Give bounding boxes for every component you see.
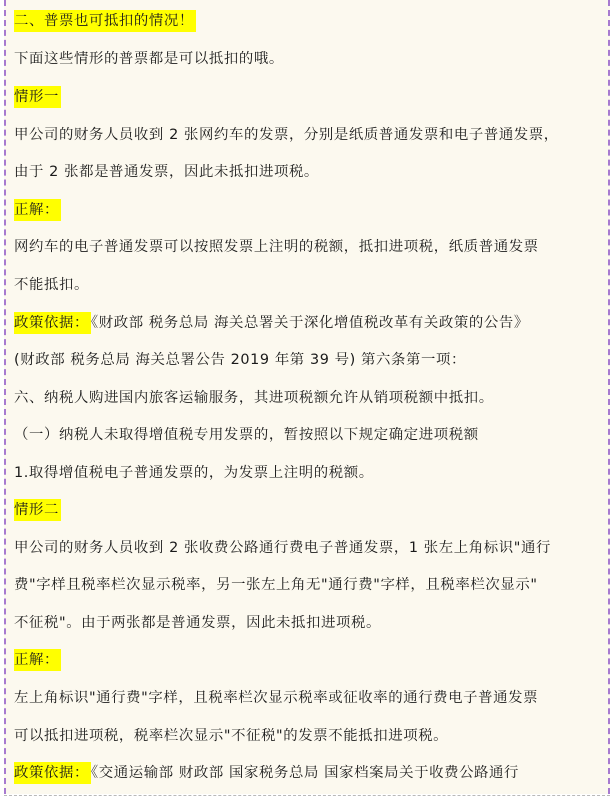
case2-body-line-3: 不征税"。由于两张都是普通发票，因此未抵扣进项税。 xyxy=(14,615,381,631)
section-heading xyxy=(14,10,196,32)
case2-policy-title: 《交通运输部 财政部 国家税务总局 国家档案局关于收费公路通行 xyxy=(90,765,520,781)
case1-policy-title: 《财政部 税务总局 海关总署关于深化增值税改革有关政策的公告》 xyxy=(90,315,529,331)
case1-rule-line-1: 六、纳税人购进国内旅客运输服务，其进项税额允许从销项税额中抵扣。 xyxy=(14,390,494,406)
case1-label xyxy=(14,86,61,108)
case1-answer-line-1: 网约车的电子普通发票可以按照发票上注明的税额，抵扣进项税，纸质普通发票 xyxy=(14,239,539,255)
case1-answer-label xyxy=(14,199,61,221)
case1-label-highlight: 情形一 xyxy=(14,86,61,108)
case1-body-line-2: 由于 2 张都是普通发票，因此未抵扣进项税。 xyxy=(14,164,319,180)
case2-label-highlight: 情形二 xyxy=(14,499,61,521)
section-heading-highlight: 二、普票也可抵扣的情况！ xyxy=(14,10,196,32)
intro-text: 下面这些情形的普票都是可以抵扣的哦。 xyxy=(14,51,284,67)
case1-answer-line-2: 不能抵扣。 xyxy=(14,277,89,293)
case2-answer-label-highlight: 正解： xyxy=(14,649,61,671)
case2-body-line-2: 费"字样且税率栏次显示税率，另一张左上角无"通行费"字样，且税率栏次显示" xyxy=(14,577,538,593)
case1-rule-line-2: （一）纳税人未取得增值税专用发票的，暂按照以下规定确定进项税额 xyxy=(14,427,479,443)
case2-answer-label xyxy=(14,649,61,671)
case2-answer-line-1: 左上角标识"通行费"字样，且税率栏次显示税率或征收率的通行费电子普通发票 xyxy=(14,690,539,706)
bottom-divider xyxy=(4,795,610,796)
case2-policy-line xyxy=(14,762,519,784)
case2-body-line-1: 甲公司的财务人员收到 2 张收费公路通行费电子普通发票，1 张左上角标识"通行 xyxy=(14,540,551,556)
case1-rule-line-3: 1.取得增值税电子普通发票的，为发票上注明的税额。 xyxy=(14,465,374,481)
case1-policy-reference: (财政部 税务总局 海关总署公告 2019 年第 39 号) 第六条第一项： xyxy=(14,352,466,368)
case1-policy-label: 政策依据： xyxy=(14,312,91,334)
case1-answer-label-highlight: 正解： xyxy=(14,199,61,221)
case2-label xyxy=(14,499,61,521)
case2-policy-label: 政策依据： xyxy=(14,762,91,784)
case1-body-line-1: 甲公司的财务人员收到 2 张网约车的发票，分别是纸质普通发票和电子普通发票， xyxy=(14,127,559,143)
case2-answer-line-2: 可以抵扣进项税，税率栏次显示"不征税"的发票不能抵扣进项税。 xyxy=(14,728,449,744)
case1-policy-line xyxy=(14,312,529,334)
